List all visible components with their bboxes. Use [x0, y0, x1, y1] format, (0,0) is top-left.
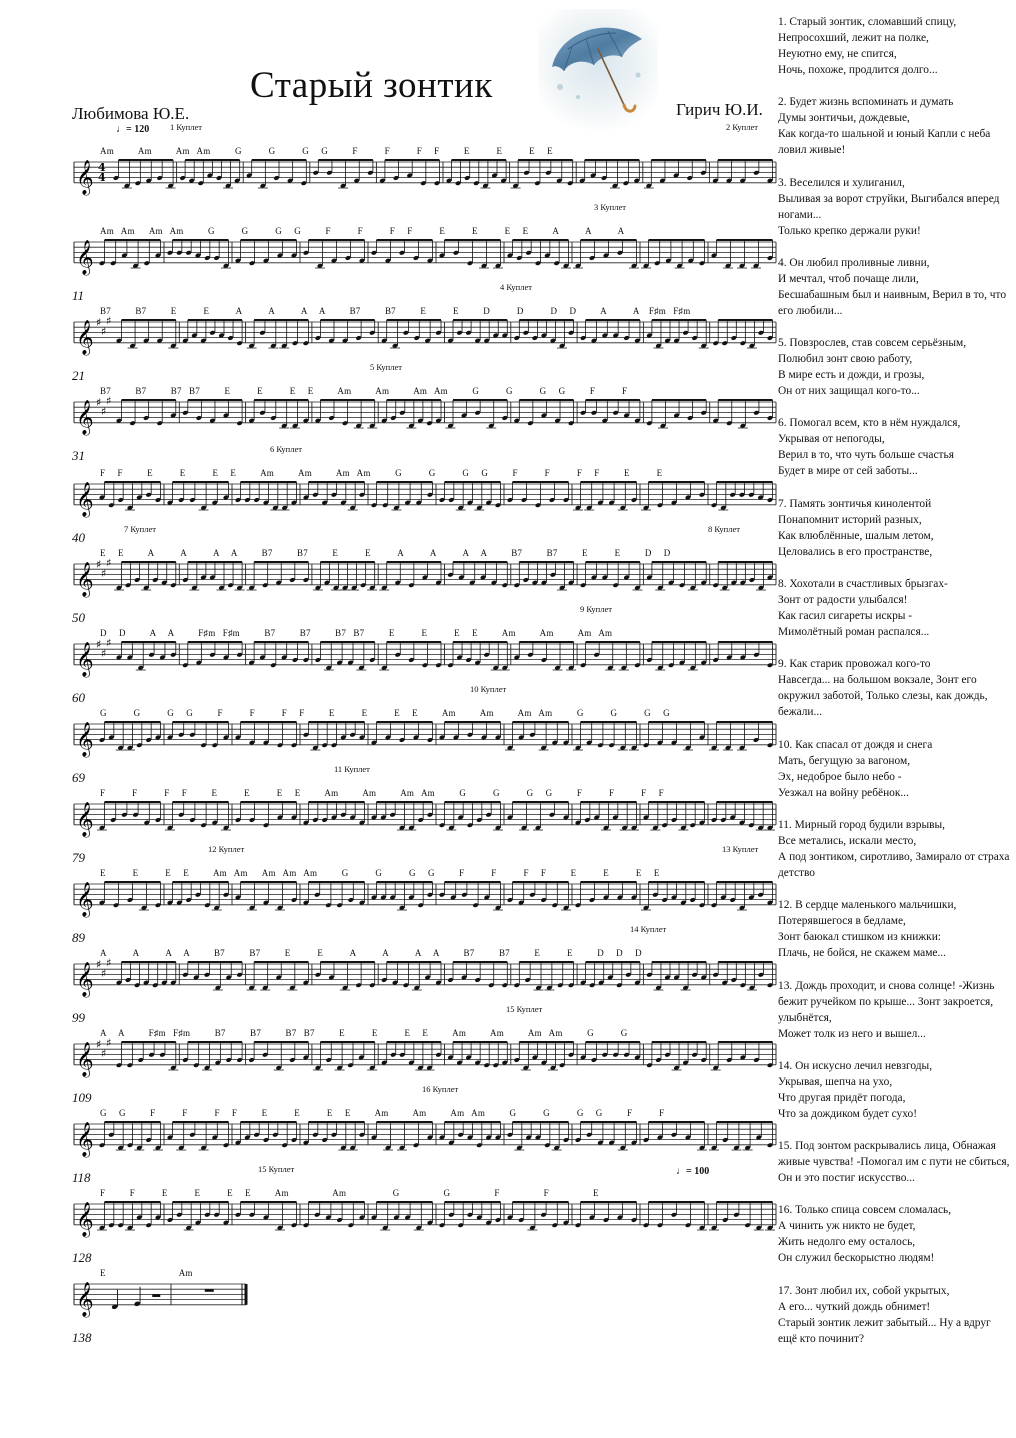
lyrics-verse — [778, 897, 1010, 961]
lyrics-line: Все метались, искали место, — [778, 834, 917, 847]
lyrics-line: 6. Помогал всем, кто в нём нуждался, — [778, 417, 961, 430]
verse-marker: 10 Куплет — [470, 684, 507, 694]
lyrics-line: Жить недолго ему осталось, — [778, 1236, 916, 1249]
chord-symbols: F F E E E E Am Am Am Am G G G G F F F F E E — [100, 468, 663, 478]
treble-clef-icon: 𝄞 — [76, 881, 94, 917]
chord-symbols: E Am — [100, 1268, 193, 1278]
key-sharp-icon: ♯ — [106, 636, 112, 650]
lyrics-line: Мимолётный роман распался... — [778, 626, 930, 639]
lyrics-line: Эх, недоброе было небо - — [778, 770, 902, 783]
staff — [72, 290, 778, 374]
staff — [72, 1092, 778, 1176]
verse-marker: 14 Куплет — [630, 924, 667, 934]
lyrics-line: 13. Дождь проходит, и снова солнце! -Жизнь бежит ручейком по крыше... Зонт закроется, улыбнётся, — [778, 979, 995, 1024]
treble-clef-icon: 𝄞 — [76, 1281, 94, 1317]
chord-symbols: F F E E E E Am Am G G F F E — [100, 1188, 599, 1198]
lyrics-verse — [778, 656, 1010, 720]
lyrics-verse — [778, 335, 1010, 399]
tempo-marking: ♩= 100 — [676, 1166, 710, 1177]
lyrics-line: А чинить уж никто не будет, — [778, 1220, 916, 1233]
lyrics-line: Неуютно ему, не спится, — [778, 48, 897, 60]
staff — [72, 772, 778, 856]
lyrics-verse — [778, 576, 1010, 640]
lyrics-line: Как влюблённые, шалым летом, — [778, 529, 934, 542]
measure-number: 40 — [72, 530, 85, 545]
treble-clef-icon: 𝄞 — [76, 481, 94, 517]
key-sharp-icon: ♯ — [106, 1036, 112, 1050]
lyrics-line: В мире есть и дожди, и грозы, — [778, 369, 925, 382]
treble-clef-icon: 𝄞 — [76, 239, 94, 275]
score-system — [72, 604, 778, 705]
lyrics-line: 15. Под зонтом раскрывались лица, Обнажая живые чувства! -Помогал им с пути не сбиться, — [778, 1140, 1010, 1169]
verse-marker: 8 Куплет — [708, 524, 740, 534]
lyrics-line: Как когда-то шальной и юный Капли с неба ловил живые! — [778, 128, 991, 157]
staff — [72, 612, 778, 696]
lyrics-verse — [778, 1138, 1010, 1186]
lyrics-verse — [778, 737, 1010, 801]
chord-symbols: Am Am Am Am G G G G F F F F E E E E — [100, 146, 553, 156]
treble-clef-icon: 𝄞 — [76, 641, 94, 677]
chord-symbols: A A F♯m F♯m B7 B7 B7 B7 E E E E Am Am Am Am G G — [100, 1028, 628, 1038]
verse-marker: 9 Куплет — [580, 604, 612, 614]
lyrics-line: А под зонтиком, сиротливо, Замирало от страха детство — [778, 850, 1010, 879]
lyrics-verse — [778, 255, 1010, 319]
measure-number: 99 — [72, 1010, 85, 1025]
measure-number: 31 — [72, 448, 85, 463]
measure-number: 79 — [72, 850, 85, 865]
lyrics-line: 14. Он искусно лечил невзгоды, — [778, 1059, 933, 1072]
key-sharp-icon: ♯ — [101, 404, 107, 418]
treble-clef-icon: 𝄞 — [76, 801, 94, 837]
lyrics-line: 11. Мирный город будили взрывы, — [778, 818, 946, 831]
staff — [72, 370, 778, 454]
lyrics-line: Укрывая от непогоды, — [778, 433, 885, 446]
score-system — [72, 764, 778, 865]
lyrics-verse — [778, 14, 1010, 78]
lyrics-line: Верил в то, что чуть больше счастья — [778, 449, 954, 462]
key-sharp-icon: ♯ — [106, 314, 112, 328]
chord-symbols: F F F F E E E E Am Am Am Am G G G G F F F F — [100, 788, 664, 798]
key-sharp-icon: ♯ — [106, 956, 112, 970]
measure-number: 69 — [72, 770, 85, 785]
measure-number: 118 — [72, 1170, 91, 1185]
lyrics-line: Что за дождиком будет сухо! — [778, 1107, 917, 1120]
lyrics-line: 16. Только спица совсем сломалась, — [778, 1204, 952, 1217]
treble-clef-icon: 𝄞 — [76, 1041, 94, 1077]
key-sharp-icon: ♯ — [96, 558, 102, 571]
score-system — [72, 1164, 778, 1265]
lyrics-line: 4. Он любил проливные ливни, — [778, 256, 930, 269]
verse-marker: 15 Куплет — [258, 1164, 295, 1174]
score-system — [72, 362, 778, 463]
lyrics-line: Как гасил сигареты искры - — [778, 610, 913, 623]
verse-marker: 4 Куплет — [500, 282, 532, 292]
key-sharp-icon: ♯ — [101, 966, 107, 980]
treble-clef-icon: 𝄞 — [76, 561, 94, 597]
lyrics-line: Он служил бескорыстно людям! — [778, 1252, 935, 1265]
score-system — [72, 202, 778, 303]
score-system — [72, 924, 778, 1025]
lyrics-verse — [778, 1202, 1010, 1266]
score-system — [72, 1252, 778, 1345]
time-signature: 4 — [98, 171, 106, 184]
lyrics-line: Думы зонтичьи, дождевые, — [778, 112, 910, 125]
lyrics-verse — [778, 1283, 1010, 1347]
staff — [72, 130, 778, 214]
score-system — [72, 444, 778, 545]
lyrics-line: Будет в мире от сей заботы... — [778, 465, 918, 478]
rest — [205, 1289, 214, 1292]
lyrics-line: 17. Зонт любил их, собой укрытых, — [778, 1284, 950, 1297]
lyricist-name: Любимова Ю.Е. — [72, 104, 190, 123]
staff — [72, 852, 778, 936]
key-sharp-icon: ♯ — [96, 396, 102, 409]
treble-clef-icon: 𝄞 — [76, 159, 94, 195]
lyrics-line: 3. Веселился и хулиганил, — [778, 176, 905, 189]
lyrics-line: Он от них защищал кого-то... — [778, 385, 920, 398]
score-system — [72, 844, 778, 945]
measure-number: 89 — [72, 930, 85, 945]
lyrics-line: Плачь, не бойся, не скажем маме... — [778, 947, 946, 960]
lyrics-line: Потерявшегося в бедламе, — [778, 915, 906, 928]
umbrella-icon — [538, 9, 658, 129]
verse-marker: 3 Куплет — [594, 202, 626, 212]
key-sharp-icon: ♯ — [106, 556, 112, 570]
treble-clef-icon: 𝄞 — [76, 1201, 94, 1237]
treble-clef-icon: 𝄞 — [76, 961, 94, 997]
lyrics-verse — [778, 817, 1010, 881]
lyrics-verse — [778, 415, 1010, 479]
lyrics-line: Полюбил зонт свою работу, — [778, 353, 913, 366]
key-sharp-icon: ♯ — [96, 638, 102, 651]
lyrics-line: Зонт баюкал стишком из книжки: — [778, 931, 941, 944]
lyrics-line: А его... чуткий дождь обнимет! — [778, 1300, 931, 1313]
lyrics-line: 5. Повзрослев, став совсем серьёзным, — [778, 337, 967, 350]
score-system — [72, 282, 778, 383]
lyrics-line: Старый зонтик лежит забытый... Ну а вдруг ещё кто починит? — [778, 1316, 991, 1345]
verse-marker: 5 Куплет — [370, 362, 402, 372]
lyrics-line: Укрывая, шепча на ухо, — [778, 1075, 893, 1088]
treble-clef-icon: 𝄞 — [76, 399, 94, 435]
staff — [72, 1172, 778, 1256]
lyrics-line: Выливая за ворот струйки, Выгибался вперед ногами... — [778, 192, 1000, 221]
chord-symbols: G G F F F F E E E E Am Am Am Am G G G G F F — [100, 1108, 665, 1118]
verse-marker: 15 Куплет — [506, 1004, 543, 1014]
lyrics-line: 2. Будет жизнь вспоминать и думать — [778, 96, 954, 109]
verse-marker: 13 Куплет — [722, 844, 759, 854]
lyrics-verse — [778, 496, 1010, 560]
lyrics-line: 1. Старый зонтик, сломавший спицу, — [778, 16, 957, 28]
chord-symbols: B7 B7 B7 B7 E E E E Am Am Am Am G G G G F F — [100, 386, 628, 396]
verse-marker: 7 Куплет — [124, 524, 156, 534]
measure-number: 128 — [72, 1250, 92, 1265]
lyrics-line: Может толк из него и вышел... — [778, 1027, 926, 1040]
key-sharp-icon: ♯ — [101, 646, 107, 660]
lyrics-line: 9. Как старик провожал кого-то — [778, 658, 931, 671]
measure-number: 11 — [72, 288, 85, 303]
key-sharp-icon: ♯ — [101, 566, 107, 580]
lyrics-line: Только крепко держали руки! — [778, 224, 921, 237]
staff — [72, 210, 778, 294]
key-sharp-icon: ♯ — [96, 316, 102, 329]
lyrics-line: Понапомнит историй разных, — [778, 513, 922, 526]
chord-symbols: B7 B7 E E A A A A B7 B7 E E D D D D A A F♯m F♯m — [100, 306, 691, 316]
staff — [72, 1252, 778, 1336]
lyrics-line: 12. В сердце маленького мальчишки, — [778, 899, 957, 912]
lyrics-verse — [778, 978, 1010, 1042]
treble-clef-icon: 𝄞 — [76, 1121, 94, 1157]
staff — [72, 932, 778, 1016]
staff — [72, 452, 778, 536]
lyrics-line: 8. Хохотали в счастливых брызгах- — [778, 578, 948, 591]
chord-symbols: Am Am Am Am G G G G F F F F E E E E A A A — [100, 226, 625, 236]
time-signature: 4 — [98, 161, 106, 174]
measure-number: 138 — [72, 1330, 92, 1345]
treble-clef-icon: 𝄞 — [76, 319, 94, 355]
rest — [152, 1294, 160, 1297]
key-sharp-icon: ♯ — [101, 1046, 107, 1060]
verse-marker: 2 Куплет — [726, 122, 758, 132]
staff — [72, 532, 778, 616]
measure-number: 21 — [72, 368, 85, 383]
verse-marker: 12 Куплет — [208, 844, 245, 854]
verse-marker: 1 Куплет — [170, 122, 202, 132]
verse-marker: 6 Куплет — [270, 444, 302, 454]
lyrics-line: Мать, бегущую за вагоном, — [778, 754, 911, 767]
score-system — [72, 122, 778, 214]
lyrics-line: И мечтал, чтоб почаще лили, — [778, 272, 919, 285]
lyrics-line: Что другая придёт погода, — [778, 1091, 906, 1104]
key-sharp-icon: ♯ — [96, 958, 102, 971]
composer-name: Гирич Ю.И. — [676, 100, 763, 119]
score-system — [72, 1084, 778, 1185]
page-title: Старый зонтик — [250, 65, 493, 106]
chord-symbols: G G G G F F F F E E E E Am Am Am Am G G G G — [100, 708, 670, 718]
measure-number: 50 — [72, 610, 85, 625]
lyrics-line: Непросохший, лежит на полке, — [778, 32, 929, 44]
chord-symbols: E E E E Am Am Am Am Am G G G G F F F F E E E E — [100, 868, 660, 878]
lyrics-line: 7. Память зонтичья кинолентой — [778, 497, 932, 510]
lyrics-line: Навсегда... на большом вокзале, Зонт его окружил заботой, Только слезы, как дождь, бежали... — [778, 674, 988, 719]
chord-symbols: D D A A F♯m F♯m B7 B7 B7 B7 E E E E Am Am Am Am — [100, 628, 613, 638]
tempo-marking: ♩= 120 — [116, 124, 150, 135]
lyrics-verse — [778, 1058, 1010, 1122]
lyrics-column — [778, 14, 1010, 1363]
lyrics-verse — [778, 94, 1010, 158]
score-system — [72, 524, 778, 625]
chord-symbols: E E A A A A B7 B7 E E A A A A B7 B7 E E D D — [100, 548, 671, 558]
chord-symbols: A A A A B7 B7 E E A A A A B7 B7 E E D D D — [100, 948, 642, 958]
lyrics-line: Бесшабашным был и наивным, Верил в то, что его любили... — [778, 288, 1007, 317]
verse-marker: 11 Куплет — [334, 764, 370, 774]
treble-clef-icon: 𝄞 — [76, 721, 94, 757]
key-sharp-icon: ♯ — [101, 324, 107, 338]
lyrics-line: Целовались в его пространстве, — [778, 545, 933, 558]
lyrics-line: Ночь, похоже, продлится долго... — [778, 64, 938, 76]
measure-number: 60 — [72, 690, 85, 705]
staff — [72, 692, 778, 776]
lyrics-line: Уезжал на войну ребёнок... — [778, 786, 909, 799]
key-sharp-icon: ♯ — [106, 394, 112, 408]
key-sharp-icon: ♯ — [96, 1038, 102, 1051]
score-system — [72, 684, 778, 785]
lyrics-line: 10. Как спасал от дождя и снега — [778, 738, 933, 751]
lyrics-verse — [778, 175, 1010, 239]
lyrics-line: Он и это постиг искусство... — [778, 1172, 915, 1185]
verse-marker: 16 Куплет — [422, 1084, 459, 1094]
lyrics-line: Зонт от радости улыбался! — [778, 594, 908, 607]
measure-number: 109 — [72, 1090, 92, 1105]
